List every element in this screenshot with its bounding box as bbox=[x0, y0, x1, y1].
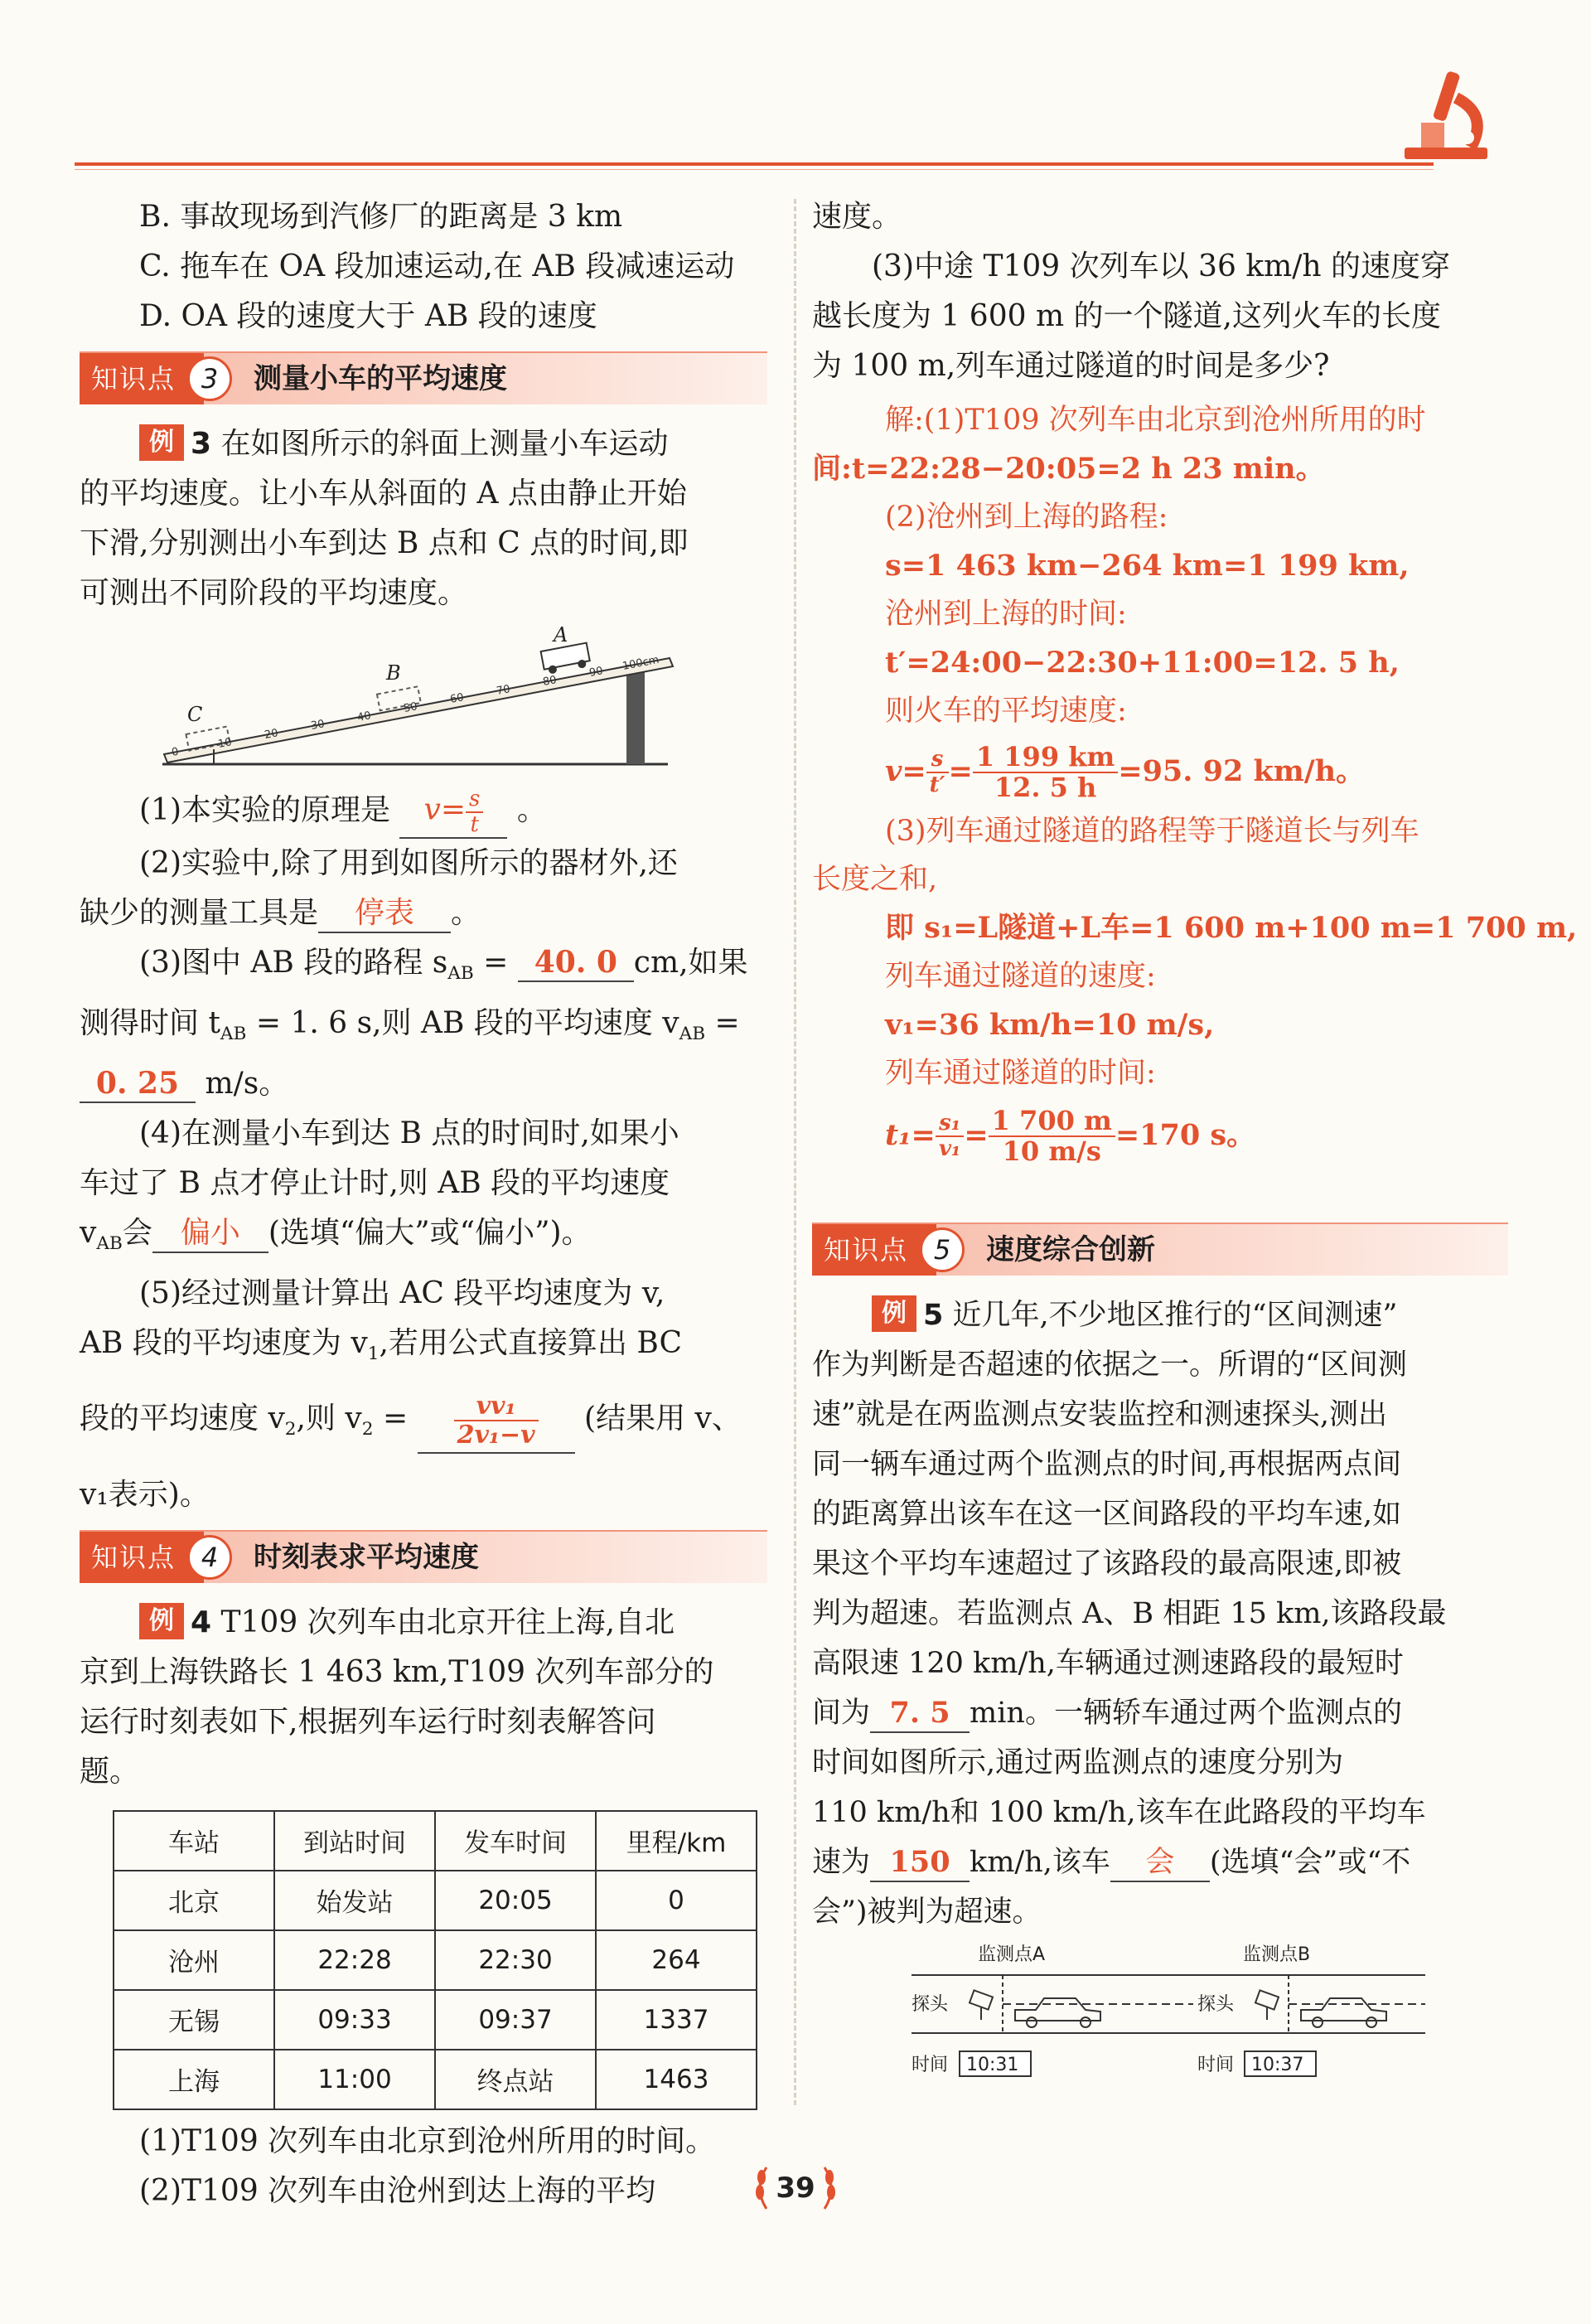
left-column bbox=[80, 192, 767, 2216]
example-number: 3 bbox=[191, 427, 212, 461]
table-row bbox=[114, 1990, 757, 2050]
solution-line: 列车通过隧道的速度: bbox=[885, 960, 1156, 993]
example-number: 4 bbox=[191, 1605, 212, 1639]
solution-line: 间:t=22:28−20:05=2 h 23 min。 bbox=[812, 451, 1325, 486]
example-5-line-7: 判为超速。若监测点 A、B 相距 15 km,该路段最 bbox=[812, 1596, 1447, 1630]
solution-line: (2)沧州到上海的路程: bbox=[885, 501, 1168, 534]
option-b: B. 事故现场到汽修厂的距离是 3 km bbox=[139, 200, 623, 234]
example-3-line-2: 的平均速度。让小车从斜面的 A 点由静止开始 bbox=[80, 477, 687, 511]
q3-3-line-3: 0. 25 m/s。 bbox=[80, 1059, 767, 1109]
table-header-row bbox=[114, 1811, 757, 1871]
table-cell: 沧州 bbox=[114, 1930, 274, 1990]
microscope-icon bbox=[1396, 65, 1496, 172]
solution-formula: v= $\frac{s}{t'}$ = $\frac{1 199 km}{12. 5 h}$ =95. 92 km/h。 bbox=[885, 740, 1366, 803]
example-5-line-6: 果这个平均车速超过了该路段的最高限速,即被 bbox=[812, 1547, 1402, 1581]
ruler-tick: 40 bbox=[355, 709, 373, 724]
ruler-tick: 50 bbox=[402, 700, 419, 715]
section-banner-5 bbox=[812, 1223, 1508, 1276]
q3-4-line-1: (4)在测量小车到达 B 点的时间时,如果小 bbox=[139, 1116, 679, 1150]
answer-blank: 0. 25 bbox=[80, 1065, 196, 1103]
speed-camera-diagram bbox=[912, 1942, 1425, 2083]
section-tag: 知识点 bbox=[80, 353, 204, 404]
example-5-line-12: 速为 150 km/h,该车 会 (选填“会”或“不 bbox=[812, 1837, 1508, 1887]
example-number: 5 bbox=[923, 1298, 944, 1332]
page-number bbox=[750, 2159, 841, 2217]
table-cell: 上海 bbox=[114, 2050, 274, 2109]
table-cell: 20:05 bbox=[435, 1871, 596, 1930]
page-number-text: 39 bbox=[776, 2171, 815, 2205]
solution-block bbox=[812, 396, 1578, 1173]
solution-line: 解:(1)T109 次列车由北京到沧州所用的时 bbox=[885, 404, 1426, 437]
table-cell: 22:30 bbox=[435, 1930, 596, 1990]
ruler-tick: 10 bbox=[216, 736, 234, 751]
solution-line: v₁=36 km/h=10 m/s, bbox=[885, 1007, 1215, 1042]
ruler-tick: 80 bbox=[541, 674, 559, 689]
example-5-line-13: 会”)被判为超速。 bbox=[812, 1895, 1042, 1929]
section-number: 3 bbox=[187, 356, 232, 401]
train-timetable bbox=[113, 1810, 757, 2110]
answer-blank: 停表 bbox=[318, 895, 451, 933]
table-cell: 09:37 bbox=[435, 1990, 596, 2050]
example-5-line-3: 速”就是在两监测点安装监控和测速探头,测出 bbox=[812, 1397, 1388, 1431]
table-cell: 22:28 bbox=[274, 1930, 435, 1990]
example-5-line-9: 间为 7. 5 min。一辆轿车通过两个监测点的 bbox=[812, 1688, 1508, 1738]
point-c-label: C bbox=[187, 703, 203, 726]
example-5-line-4: 同一辆车通过两个监测点的时间,再根据两点间 bbox=[812, 1447, 1402, 1481]
time-b-value: 10:37 bbox=[1251, 2054, 1304, 2075]
example-5-line-5: 的距离算出该车在这一区间路段的平均车速,如 bbox=[812, 1497, 1402, 1531]
example-text: 在如图所示的斜面上测量小车运动 bbox=[220, 427, 669, 461]
section-tag: 知识点 bbox=[80, 1532, 204, 1583]
answer-blank: 40. 0 bbox=[518, 944, 634, 982]
point-a-label: A bbox=[554, 623, 568, 646]
q4-2-line-1: (2)T109 次列车由沧州到达上海的平均 bbox=[139, 2173, 656, 2208]
section-banner-4 bbox=[80, 1530, 767, 1583]
incline-diagram bbox=[113, 623, 742, 772]
monitor-point-b-label: 监测点B bbox=[1243, 1944, 1311, 1965]
answer-blank: 7. 5 bbox=[870, 1695, 970, 1733]
example-3-line-4: 可测出不同阶段的平均速度。 bbox=[80, 576, 468, 610]
ruler-tick: 60 bbox=[448, 691, 466, 706]
ruler-tick: 30 bbox=[309, 718, 326, 733]
table-cell: 始发站 bbox=[274, 1871, 435, 1930]
table-cell: 09:33 bbox=[274, 1990, 435, 2050]
table-cell: 0 bbox=[596, 1871, 757, 1930]
example-4-line-2: 京到上海铁路长 1 463 km,T109 次列车部分的 bbox=[80, 1654, 714, 1689]
solution-line: 则火车的平均速度: bbox=[885, 695, 1127, 728]
example-3-line-1 bbox=[80, 419, 767, 469]
column-divider bbox=[794, 199, 796, 2105]
q3-3-line-2: 测得时间 $t_{AB} = 1$. 6 s,则 AB 段的平均速度 $v_{AB}$ = bbox=[80, 1005, 740, 1044]
q3-2-line-1: (2)实验中,除了用到如图所示的器材外,还 bbox=[139, 845, 678, 880]
option-c: C. 拖车在 OA 段加速运动,在 AB 段减速运动 bbox=[139, 249, 735, 283]
solution-line: s=1 463 km−264 km=1 199 km, bbox=[885, 548, 1410, 583]
header-rule-thin bbox=[75, 169, 1434, 170]
q3-5-line-4: v₁表示)。 bbox=[80, 1477, 210, 1512]
section-number: 5 bbox=[920, 1227, 965, 1272]
section-number: 4 bbox=[187, 1535, 232, 1580]
answer-blank: 偏小 bbox=[152, 1215, 268, 1253]
table-row bbox=[114, 1930, 757, 1990]
ruler-tick: 100cm bbox=[621, 653, 660, 673]
probe-label: 探头 bbox=[912, 1993, 949, 2015]
q3-5-line-3: 段的平均速度 $v_2$,则 $v_2$ = $\frac{\text{vv₁}}{\text{2v₁−v}}$ (结果用 v、 bbox=[80, 1379, 767, 1469]
time-label: 时间 bbox=[1197, 2054, 1235, 2075]
example-5-line-11: 110 km/h和 100 km/h,该车在此路段的平均车 bbox=[812, 1795, 1426, 1829]
probe-label: 探头 bbox=[1197, 1993, 1235, 2015]
q4-2-line-2: 速度。 bbox=[812, 200, 902, 234]
example-5-line-10: 时间如图所示,通过两监测点的速度分别为 bbox=[812, 1745, 1344, 1779]
section-title: 测量小车的平均速度 bbox=[254, 362, 507, 395]
example-4-line-4: 题。 bbox=[80, 1754, 140, 1789]
table-header: 到站时间 bbox=[274, 1811, 435, 1871]
table-cell: 终点站 bbox=[435, 2050, 596, 2109]
section-tag: 知识点 bbox=[812, 1224, 936, 1276]
example-4-line-3: 运行时刻表如下,根据列车运行时刻表解答问 bbox=[80, 1704, 656, 1739]
example-label: 例 bbox=[872, 1295, 916, 1332]
solution-line: 列车通过隧道的时间: bbox=[885, 1057, 1156, 1090]
solution-line: t′=24:00−22:30+11:00=12. 5 h, bbox=[885, 645, 1400, 680]
table-cell: 264 bbox=[596, 1930, 757, 1990]
answer-blank: $\frac{\text{vv₁}}{\text{2v₁−v}}$ bbox=[418, 1392, 575, 1454]
time-label: 时间 bbox=[912, 2054, 949, 2075]
solution-formula: t₁= $\frac{\text{s₁}}{\text{v₁}}$ = $\frac{1 700 m}{10 m/s}$ =170 s。 bbox=[885, 1104, 1256, 1167]
ruler-tick: 20 bbox=[263, 727, 280, 742]
example-label: 例 bbox=[139, 424, 184, 461]
point-b-label: B bbox=[386, 661, 401, 685]
option-d: D. OA 段的速度大于 AB 段的速度 bbox=[139, 299, 597, 333]
table-header: 车站 bbox=[114, 1811, 274, 1871]
q3-4-line-2: 车过了 B 点才停止计时,则 AB 段的平均速度 bbox=[80, 1165, 670, 1200]
q3-3-line-1: (3)图中 AB 段的路程 $s_{AB} = 40$. 0 cm,如果 bbox=[139, 944, 748, 984]
section-title: 速度综合创新 bbox=[986, 1232, 1155, 1266]
example-5-line-1: 例 5 近几年,不少地区推行的“区间测速” bbox=[812, 1290, 1508, 1340]
section-banner-3 bbox=[80, 351, 767, 404]
solution-line: 长度之和, bbox=[812, 863, 938, 896]
answer-blank: 会 bbox=[1110, 1844, 1210, 1882]
q4-3-line-1: (3)中途 T109 次列车以 36 km/h 的速度穿 bbox=[872, 249, 1451, 283]
example-3-line-3: 下滑,分别测出小车到达 B 点和 C 点的时间,即 bbox=[80, 526, 689, 560]
table-cell: 北京 bbox=[114, 1871, 274, 1930]
table-row bbox=[114, 1871, 757, 1930]
header-rule bbox=[75, 162, 1434, 166]
table-cell: 无锡 bbox=[114, 1990, 274, 2050]
section-title: 时刻表求平均速度 bbox=[254, 1540, 479, 1574]
ruler-tick: 0 bbox=[170, 745, 180, 759]
table-header: 里程/km bbox=[596, 1811, 757, 1871]
solution-line: (3)列车通过隧道的路程等于隧道长与列车 bbox=[885, 814, 1419, 848]
right-column bbox=[812, 192, 1578, 2083]
q3-1: (1)本实验的原理是 v= $\frac{s}{t}$ 。 bbox=[139, 787, 547, 837]
table-cell: 11:00 bbox=[274, 2050, 435, 2109]
example-label: 例 bbox=[139, 1603, 184, 1639]
solution-line: 沧州到上海的时间: bbox=[885, 598, 1127, 631]
q4-1: (1)T109 次列车由北京到沧州所用的时间。 bbox=[139, 2123, 716, 2158]
example-5-line-2: 作为判断是否超速的依据之一。所谓的“区间测 bbox=[812, 1348, 1407, 1382]
table-row bbox=[114, 2050, 757, 2109]
table-cell: 1337 bbox=[596, 1990, 757, 2050]
q3-5-line-2: AB 段的平均速度为 $v_1$,若用公式直接算出 BC bbox=[80, 1326, 682, 1365]
ruler-tick: 70 bbox=[495, 683, 512, 698]
answer-blank: 150 bbox=[870, 1844, 970, 1882]
table-cell: 1463 bbox=[596, 2050, 757, 2109]
answer-blank: v= $\frac{s}{t}$ bbox=[399, 787, 507, 838]
q3-5-line-1: (5)经过测量计算出 AC 段平均速度为 v, bbox=[139, 1276, 665, 1311]
monitor-point-a-label: 监测点A bbox=[978, 1944, 1046, 1965]
q3-2-line-2: 缺少的测量工具是 停表 。 bbox=[80, 888, 767, 938]
example-5-line-8: 高限速 120 km/h,车辆通过测速路段的最短时 bbox=[812, 1646, 1404, 1680]
ruler-tick: 90 bbox=[588, 665, 605, 680]
example-4-line-1: 例 4 T109 次列车由北京开往上海,自北 bbox=[80, 1598, 767, 1648]
q3-4-line-3: $v_{AB}$会 偏小 (选填“偏大”或“偏小”)。 bbox=[80, 1215, 592, 1255]
table-header: 发车时间 bbox=[435, 1811, 596, 1871]
time-a-value: 10:31 bbox=[966, 2054, 1019, 2075]
solution-line: 即 s₁=L隧道+L车=1 600 m+100 m=1 700 m, bbox=[885, 910, 1578, 945]
q4-3-line-3: 为 100 m,列车通过隧道的时间是多少? bbox=[812, 349, 1330, 383]
q4-3-line-2: 越长度为 1 600 m 的一个隧道,这列火车的长度 bbox=[812, 299, 1441, 333]
